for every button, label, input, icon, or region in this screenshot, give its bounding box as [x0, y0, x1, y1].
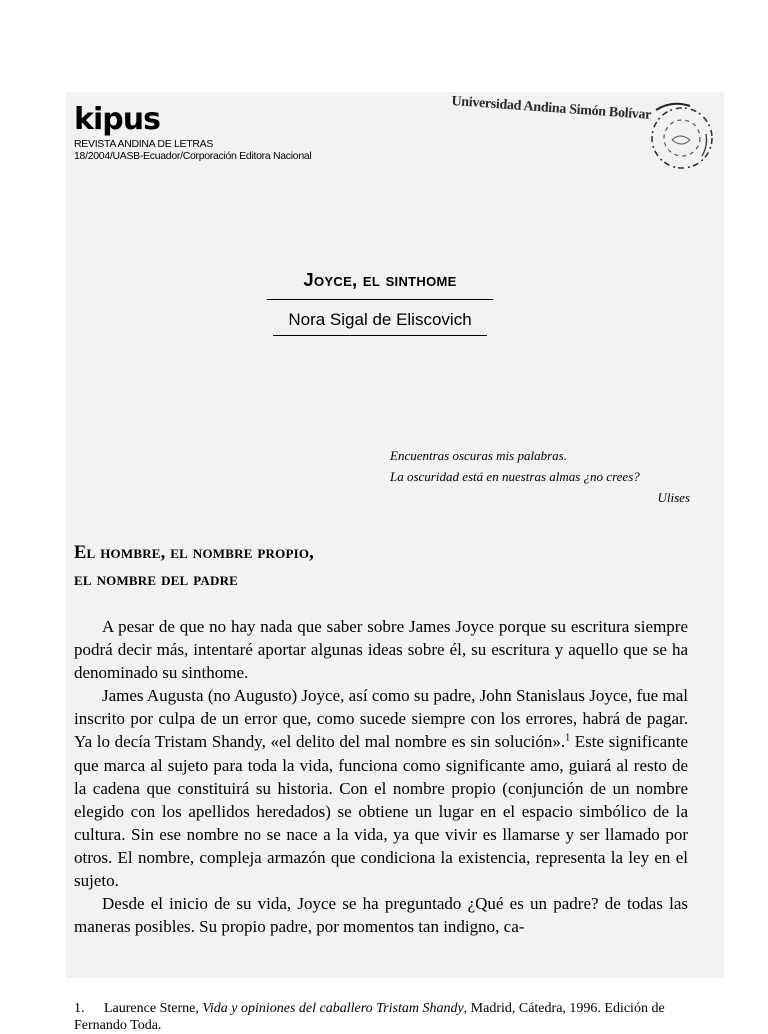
footnote-author: Laurence Sterne, — [104, 1001, 203, 1016]
footnote-number: 1. — [74, 1001, 85, 1016]
journal-logo: kipus — [74, 102, 160, 137]
journal-issue-info: 18/2004/UASB-Ecuador/Corporación Editora Nacional — [74, 150, 312, 162]
section-heading-line: El hombre, el nombre propio, — [74, 543, 314, 563]
scan-margin-left — [0, 92, 66, 978]
epigraph-line: La oscuridad está en nuestras almas ¿no crees? — [390, 469, 640, 484]
footnote-ref: 1 — [565, 732, 571, 744]
article-header — [260, 264, 500, 336]
journal-masthead — [74, 102, 312, 162]
article-title: Joyce, el sinthome — [267, 264, 493, 300]
library-stamp — [452, 94, 724, 174]
library-stamp-text: Universidad Andina Simón Bolívar — [450, 94, 652, 123]
footnote-work-title: Vida y opiniones del caballero Tristam Shandy — [202, 1001, 464, 1016]
paragraph-text: Este significante que marca al sujeto para toda la vida, funciona como significante amo, guiará al resto de la cadena que constituirá su historia. Con el nombre propio (conjunción de un nombre elegido con los apellidos heredados) se obtiene un lugar en el espacio simbólico de la cultura. Sin ese nombre no se nace a la vida, ya que vivir es llamarse y ser llamado por otros. El nombre, compleja armazón que condiciona la existencia, representa la ley en el sujeto. — [74, 732, 688, 891]
paragraph-text: James Augusta (no Augusto) Joyce, así como su padre, John Stanislaus Joyce, fue mal inscrito por culpa de un error que, como sucede siempre con los errores, habrá de pagar. Ya lo decía Tristam Shandy, «el delito del mal nombre es sin solución». — [74, 686, 688, 752]
epigraph-source: Ulises — [657, 490, 690, 505]
paragraph: A pesar de que no hay nada que saber sobre James Joyce porque su escritura siempre podrá decir más, intentaré aportar algunas ideas sobre él, su escritura y aquello que se ha denominado su sinthome. — [74, 617, 688, 683]
epigraph — [390, 445, 690, 508]
scan-margin-top — [0, 0, 768, 92]
paragraph: Desde el inicio de su vida, Joyce se ha preguntado ¿Qué es un padre? de todas las maneras posibles. Su propio padre, por momentos tan indigno, ca- — [74, 894, 688, 937]
section-heading-line: el nombre del padre — [74, 570, 239, 590]
journal-subtitle: REVISTA ANDINA DE LETRAS — [74, 138, 214, 150]
seal-icon — [642, 96, 720, 174]
article-body — [74, 615, 688, 938]
section-heading — [74, 540, 694, 594]
paragraph — [74, 684, 688, 892]
footnote-details: , Madrid, Cátedra, 1996. Edición de Fernando Toda. — [74, 1001, 665, 1033]
epigraph-line: Encuentras oscuras mis palabras. — [390, 448, 567, 463]
article-author: Nora Sigal de Eliscovich — [273, 308, 487, 336]
scan-margin-right — [724, 92, 768, 978]
footnote — [74, 1000, 694, 1034]
